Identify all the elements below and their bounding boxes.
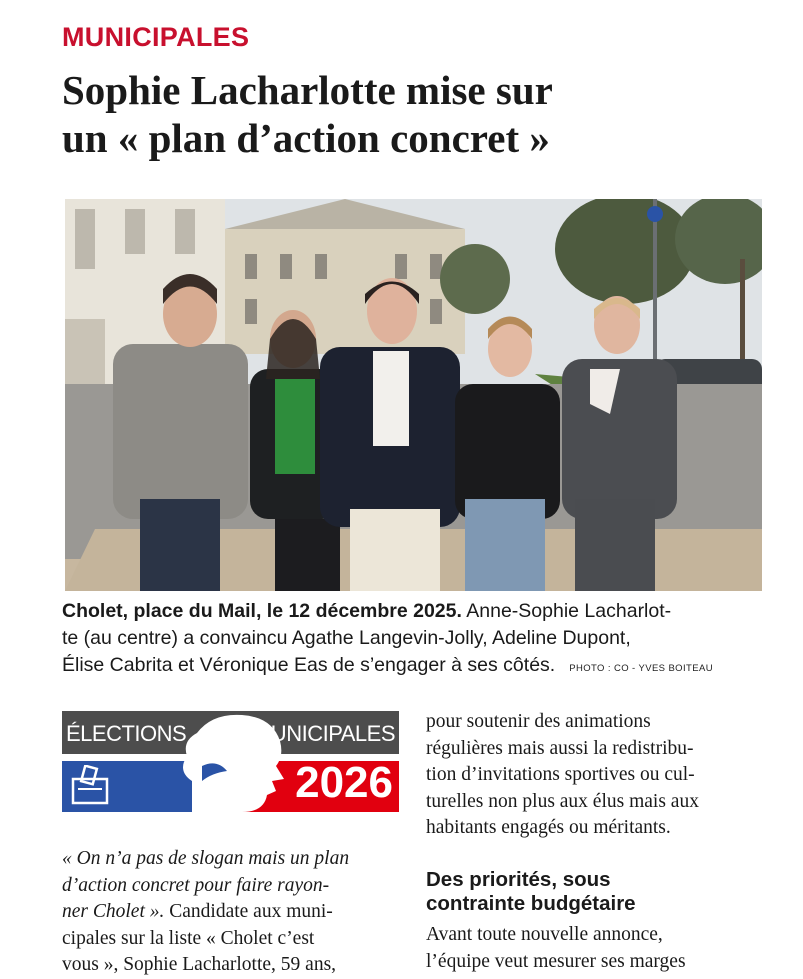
caption-text-2: te (au centre) a convaincu Agathe Langevin-Jolly, Adeline Dupont, xyxy=(62,627,631,649)
body-line-5: vous », Sophie Lacharlotte, 59 ans, xyxy=(62,954,337,975)
body-line-4: cipales sur la liste « Cholet c’est xyxy=(62,927,315,949)
right2-line-2: l’équipe veut mesurer ses marges xyxy=(426,950,686,972)
right2-line-1: Avant toute nouvelle annonce, xyxy=(426,924,663,945)
right-line-1: pour soutenir des animations xyxy=(426,711,651,732)
news-photo xyxy=(65,199,762,591)
right-line-4: turelles non plus aux élus mais aux xyxy=(426,790,699,812)
quote-line-2: d’action concret pour faire rayon- xyxy=(62,874,330,896)
article-body-right xyxy=(426,709,763,842)
right-line-5: habitants engagés ou méritants. xyxy=(426,817,671,838)
caption-text-3: Élise Cabrita et Véronique Eas de s’engager à ses côtés. xyxy=(62,654,556,676)
article-body-left xyxy=(62,846,399,979)
section-subhead xyxy=(426,868,766,916)
subhead-line-1: Des priorités, sous xyxy=(426,868,611,891)
headline-line-2: un « plan d’action concret » xyxy=(62,115,550,161)
quote-line-3: ner Cholet ». xyxy=(62,901,165,922)
headline-line-1: Sophie Lacharlotte mise sur xyxy=(62,67,553,113)
caption-text-1: Anne-Sophie Lacharlot- xyxy=(461,600,672,622)
right-line-2: régulières mais aussi la redistribu- xyxy=(426,737,694,759)
photo-caption xyxy=(62,598,767,682)
body-line-3b: Candidate aux muni- xyxy=(164,901,333,922)
subhead-line-2: contrainte budgétaire xyxy=(426,892,636,915)
logo-label-municipales: MUNICIPALES xyxy=(252,721,395,746)
headline xyxy=(62,66,762,162)
logo-year: 2026 xyxy=(295,758,393,807)
photo-credit: PHOTO : CO - YVES BOITEAU xyxy=(569,663,713,674)
ballot-box-icon xyxy=(70,765,110,805)
right-line-3: tion d’invitations sportives ou cul- xyxy=(426,764,695,785)
section-kicker: MUNICIPALES xyxy=(62,22,250,52)
caption-lead: Cholet, place du Mail, le 12 décembre 2025. xyxy=(62,600,462,622)
elections-logo xyxy=(62,711,399,812)
article-body-right-2 xyxy=(426,922,763,975)
logo-label-elections: ÉLECTIONS xyxy=(66,721,187,746)
quote-line-1: « On n’a pas de slogan mais un plan xyxy=(62,848,350,869)
